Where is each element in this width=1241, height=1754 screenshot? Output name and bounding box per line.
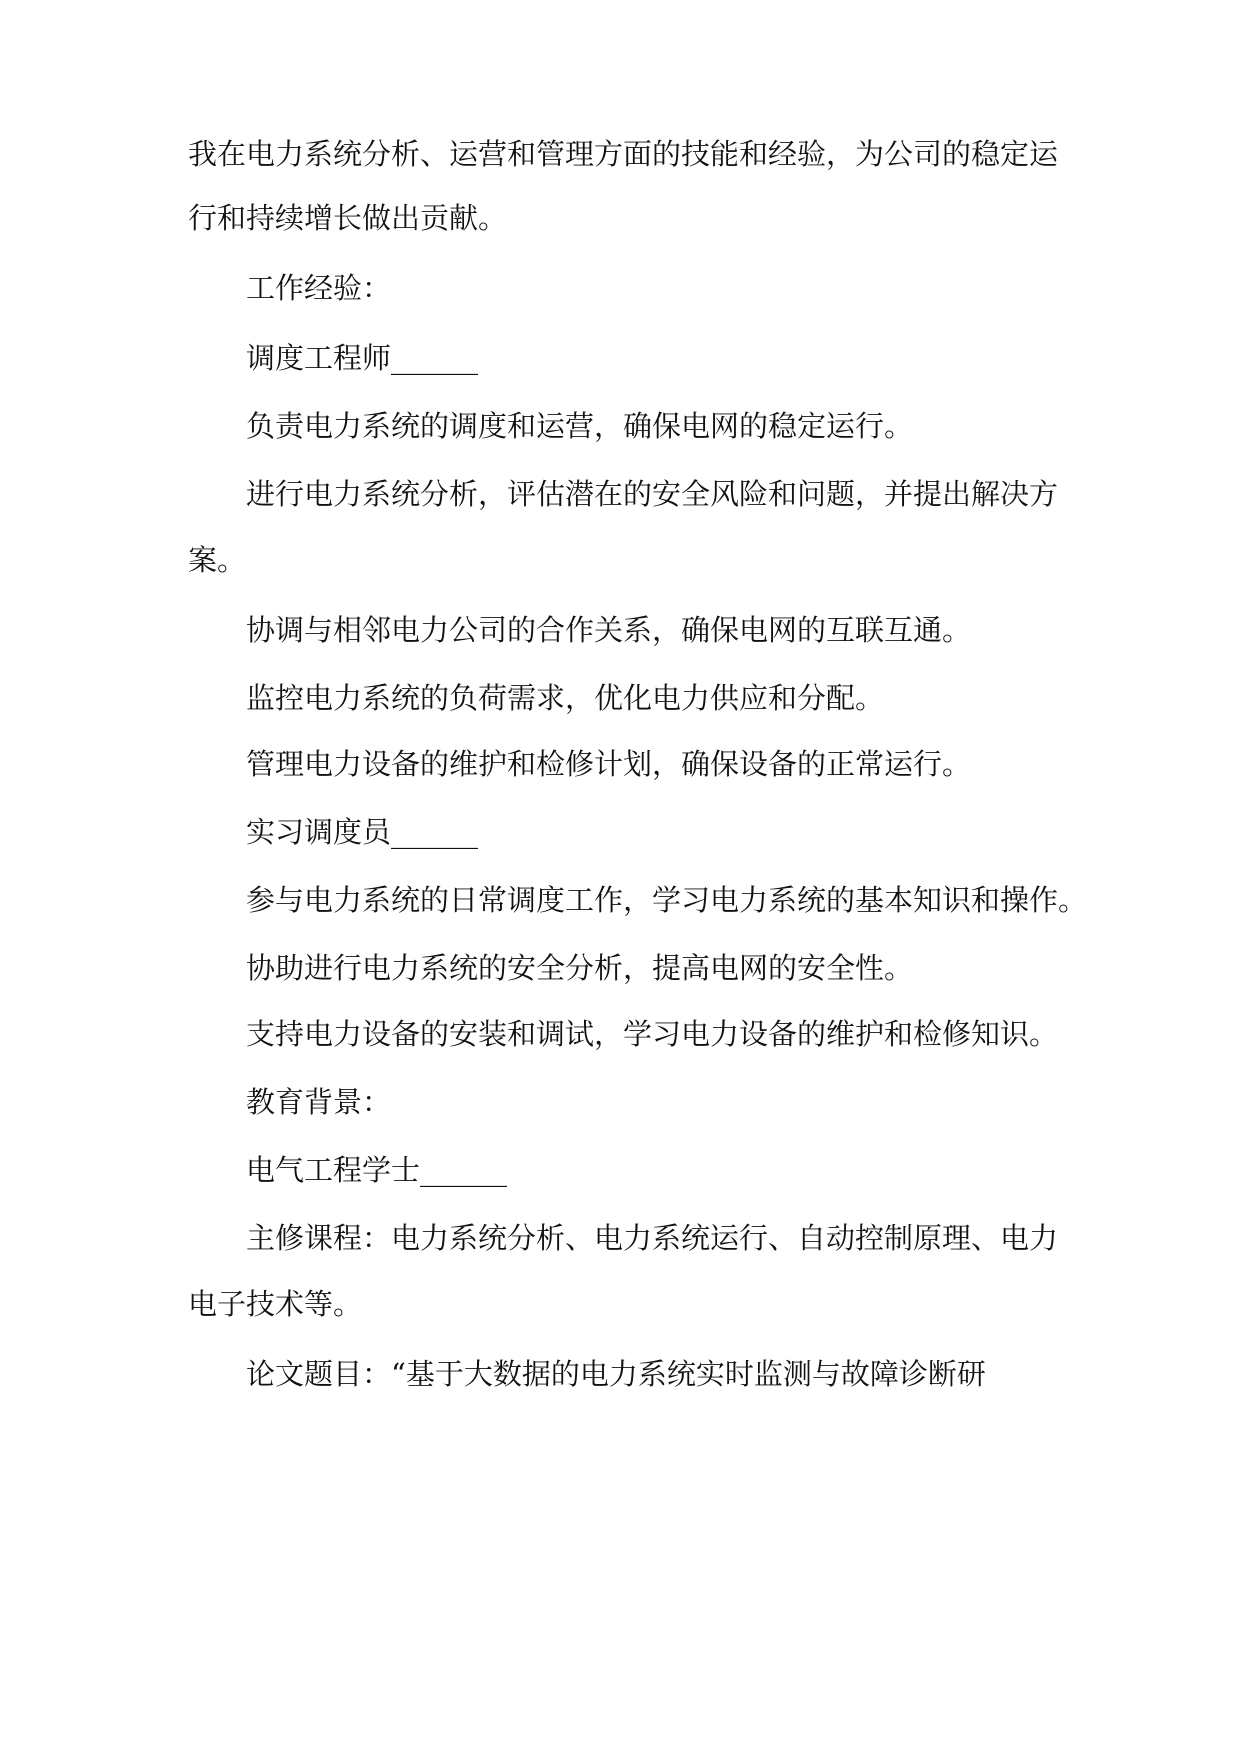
duty-item: 协助进行电力系统的安全分析，提高电网的安全性。: [246, 951, 914, 985]
duty-item: 负责电力系统的调度和运营，确保电网的稳定运行。: [246, 409, 914, 443]
body-text-line: 行和持续增长做出贡献。: [188, 201, 508, 235]
duty-item: 监控电力系统的负荷需求，优化电力供应和分配。: [246, 681, 885, 715]
job-title-dispatch-engineer: 调度工程师______: [246, 341, 479, 375]
section-heading-work-experience: 工作经验：: [246, 271, 392, 305]
job-title-intern-dispatcher: 实习调度员______: [246, 815, 479, 849]
duty-item: 支持电力设备的安装和调试，学习电力设备的维护和检修知识。: [246, 1017, 1059, 1051]
major-courses-continued: 电子技术等。: [188, 1287, 363, 1321]
duty-item: 协调与相邻电力公司的合作关系，确保电网的互联互通。: [246, 613, 972, 647]
duty-item: 参与电力系统的日常调度工作，学习电力系统的基本知识和操作。: [246, 883, 1088, 917]
body-text-line: 我在电力系统分析、运营和管理方面的技能和经验，为公司的稳定运: [188, 137, 1059, 171]
duty-item: 进行电力系统分析，评估潜在的安全风险和问题，并提出解决方: [246, 477, 1059, 511]
section-heading-education: 教育背景：: [246, 1085, 392, 1119]
duty-item: 管理电力设备的维护和检修计划，确保设备的正常运行。: [246, 747, 972, 781]
thesis-title: 论文题目：“基于大数据的电力系统实时监测与故障诊断研: [246, 1357, 986, 1391]
major-courses: 主修课程：电力系统分析、电力系统运行、自动控制原理、电力: [246, 1221, 1059, 1255]
degree-title: 电气工程学士______: [246, 1153, 508, 1187]
duty-item-continued: 案。: [188, 543, 247, 577]
